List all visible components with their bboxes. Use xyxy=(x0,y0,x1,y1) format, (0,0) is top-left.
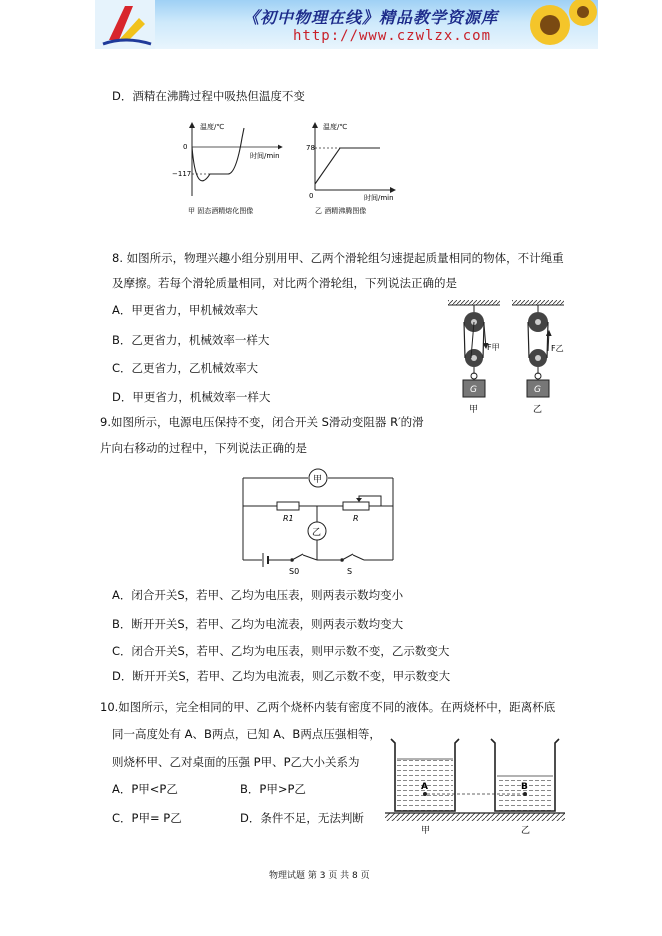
q8-stem-line2: 及摩擦。若每个滑轮质量相同，对比两个滑轮组，下列说法正确的是 xyxy=(112,276,457,290)
graph-yi-ylabel: 温度/℃ xyxy=(323,123,348,131)
q9-option-a[interactable]: A．闭合开关S，若甲、乙均为电压表，则两表示数均变小 xyxy=(112,588,404,602)
graph-yi-xlabel: 时间/min xyxy=(364,194,394,202)
q8-option-c[interactable]: C．乙更省力，乙机械效率大 xyxy=(112,361,259,375)
s-label: S xyxy=(347,567,353,576)
beaker-yi-label: 乙 xyxy=(521,826,531,836)
rheostat-r xyxy=(343,502,369,510)
meter-yi-label: 乙 xyxy=(312,528,322,538)
graph-yi-caption: 乙 酒精沸腾图像 xyxy=(315,207,367,215)
q7-option-d: D．酒精在沸腾过程中吸热但温度不变 xyxy=(112,89,305,103)
graph-yi-tick-top: 78 xyxy=(306,144,315,152)
q10-beakers xyxy=(385,733,565,839)
pulley-system-yi xyxy=(527,305,564,415)
q9-option-d[interactable]: D．断开开关S，若甲、乙均为电流表，则乙示数不变，甲示数变大 xyxy=(112,669,451,683)
banner-url[interactable]: http://www.czwlzx.com xyxy=(293,28,492,44)
q10-option-d[interactable]: D．条件不足，无法判断 xyxy=(240,811,364,825)
q8-option-b[interactable]: B．乙更省力，机械效率一样大 xyxy=(112,333,270,347)
label-yi: 乙 xyxy=(533,405,543,415)
q10-option-a[interactable]: A．P甲<P乙 xyxy=(112,782,178,796)
q10-stem-line1: 10.如图所示，完全相同的甲、乙两个烧杯内装有密度不同的液体。在两烧杯中，距离杯底 xyxy=(100,700,556,714)
pulley-system-jia xyxy=(463,305,500,415)
q10-stem-line3: 则烧杯甲、乙对桌面的压强 P甲、P乙大小关系为 xyxy=(112,755,360,769)
label-jia: 甲 xyxy=(469,405,479,415)
graph-jia-ylabel: 温度/℃ xyxy=(200,123,225,131)
force-label-jia: F甲 xyxy=(487,343,500,352)
r1-label: R1 xyxy=(283,514,294,523)
graph-jia-tick-neg: −117 xyxy=(172,170,192,178)
page-footer: 物理试题 第 3 页 共 8 页 xyxy=(269,871,370,881)
graph-yi-origin: 0 xyxy=(309,192,314,200)
beaker-jia-label: 甲 xyxy=(421,826,431,836)
graph-jia-tick-zero: 0 xyxy=(183,143,188,151)
point-b-label: B xyxy=(521,782,528,792)
header-banner xyxy=(95,0,598,49)
q9-option-b[interactable]: B．断开开关S，若甲、乙均为电流表，则两表示数均变大 xyxy=(112,617,404,631)
q8-option-d[interactable]: D．甲更省力，机械效率一样大 xyxy=(112,390,271,404)
graph-jia-caption: 甲 固态酒精熔化图像 xyxy=(188,207,254,215)
table-surface xyxy=(385,813,565,821)
weight-yi-label: G xyxy=(534,385,541,395)
q9-stem-line2: 片向右移动的过程中，下列说法正确的是 xyxy=(100,441,307,455)
r-label: R xyxy=(353,514,359,523)
beaker-jia xyxy=(391,739,459,836)
ceiling-jia xyxy=(448,300,500,305)
graph-jia-xlabel: 时间/min xyxy=(250,152,280,160)
graph-jia-curve xyxy=(192,128,244,181)
q10-stem-line2: 同一高度处有 A、B两点，已知 A、B两点压强相等， xyxy=(112,727,381,741)
point-a xyxy=(423,792,427,796)
s0-label: S0 xyxy=(289,567,300,576)
beaker-yi xyxy=(491,739,559,836)
graph-yi xyxy=(306,122,395,215)
q10-option-b[interactable]: B．P甲>P乙 xyxy=(240,782,306,796)
weight-jia-label: G xyxy=(470,385,477,395)
q10-option-c[interactable]: C．P甲= P乙 xyxy=(112,811,182,825)
q8-pulley-figure xyxy=(445,296,575,420)
point-a-label: A xyxy=(421,782,428,792)
q9-option-c[interactable]: C．闭合开关S，若甲、乙均为电压表，则甲示数不变，乙示数变大 xyxy=(112,644,450,658)
q7-graphs xyxy=(170,118,400,218)
banner-title: 《初中物理在线》精品教学资源库 xyxy=(243,8,499,27)
q8-option-a[interactable]: A．甲更省力，甲机械效率大 xyxy=(112,303,258,317)
resistor-r1 xyxy=(277,502,299,510)
graph-yi-curve xyxy=(315,148,380,184)
point-b xyxy=(523,792,527,796)
q9-stem-line1: 9.如图所示，电源电压保持不变，闭合开关 S滑动变阻器 R′的滑 xyxy=(100,415,424,429)
sunflower-center xyxy=(540,15,560,35)
q9-circuit xyxy=(235,464,400,580)
force-label-yi: F乙 xyxy=(551,344,564,353)
q8-stem-line1: 8. 如图所示，物理兴趣小组分别用甲、乙两个滑轮组匀速提起质量相同的物体，不计绳重 xyxy=(112,251,564,265)
ceiling-yi xyxy=(512,300,564,305)
graph-jia xyxy=(172,122,282,215)
meter-jia-label: 甲 xyxy=(313,475,323,485)
